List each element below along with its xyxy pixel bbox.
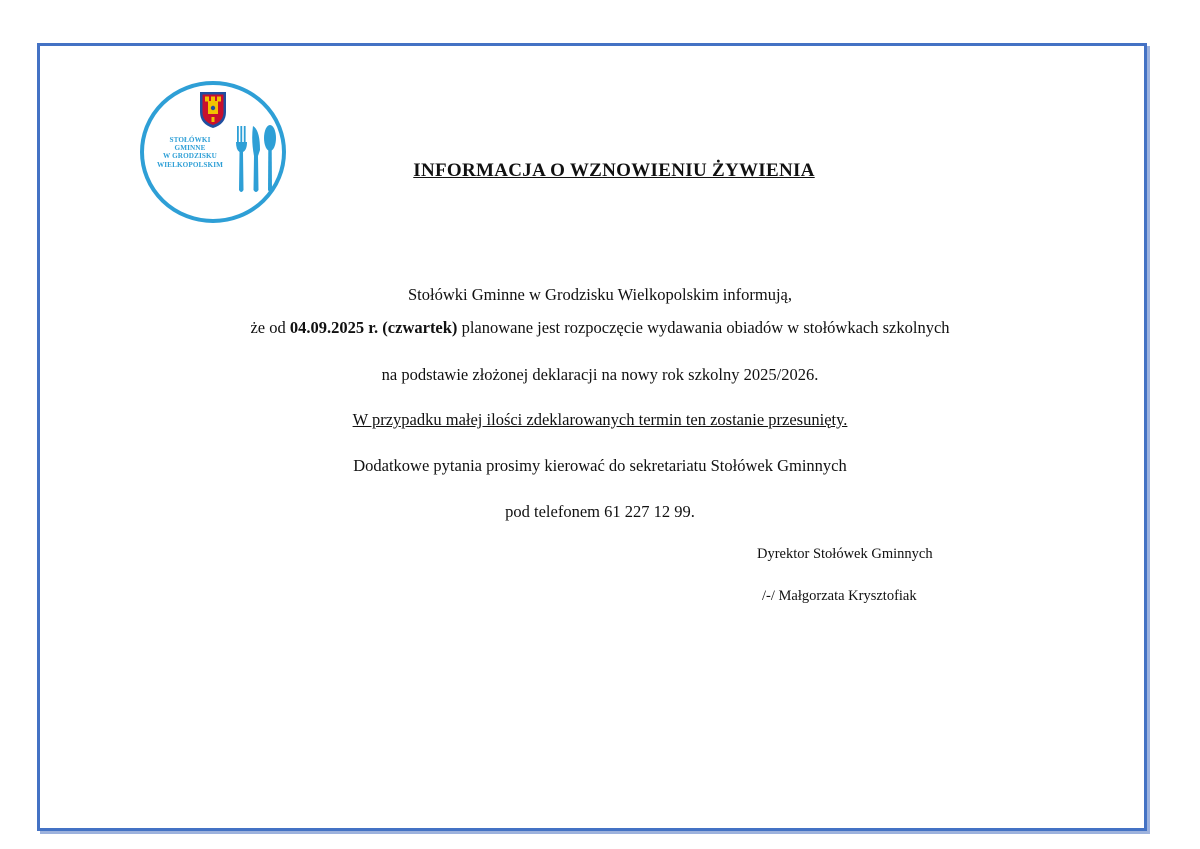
- body-line-3: na podstawie złożonej deklaracji na nowy rok szkolny 2025/2026.: [381, 365, 819, 384]
- logo-name-line: GMINNE: [174, 144, 206, 153]
- body-line-2-suffix: planowane jest rozpoczęcie wydawania obiadów w stołówkach szkolnych: [457, 318, 950, 337]
- coat-of-arms-icon: [200, 92, 226, 128]
- knife-icon: [252, 126, 260, 192]
- spoon-icon: [264, 125, 276, 192]
- body-line-6-phone: pod telefonem 61 227 12 99.: [505, 502, 695, 521]
- signature-name: /-/ Małgorzata Krysztofiak: [762, 588, 917, 604]
- logo-name-line: WIELKOPOLSKIM: [157, 160, 223, 169]
- body-line-2-prefix: że od: [250, 318, 290, 337]
- page-title: INFORMACJA O WZNOWIENIU ŻYWIENIA: [413, 160, 815, 181]
- body-line-1: Stołówki Gminne w Grodzisku Wielkopolskim informują,: [407, 285, 792, 304]
- signature-role: Dyrektor Stołówek Gminnych: [757, 546, 933, 562]
- body-line-5: Dodatkowe pytania prosimy kierować do sekretariatu Stołówek Gminnych: [353, 456, 847, 475]
- body-line-2: [0, 318, 1200, 338]
- logo-name: [138, 136, 242, 169]
- stolowki-logo: [138, 80, 288, 225]
- body-line-4-notice: W przypadku małej ilości zdeklarowanych termin ten zostanie przesunięty.: [352, 410, 848, 429]
- logo-name-line: STOŁÓWKI: [169, 136, 211, 144]
- logo-name-line: W GRODZISKU: [163, 152, 217, 161]
- start-date: 04.09.2025 r. (czwartek): [289, 318, 458, 337]
